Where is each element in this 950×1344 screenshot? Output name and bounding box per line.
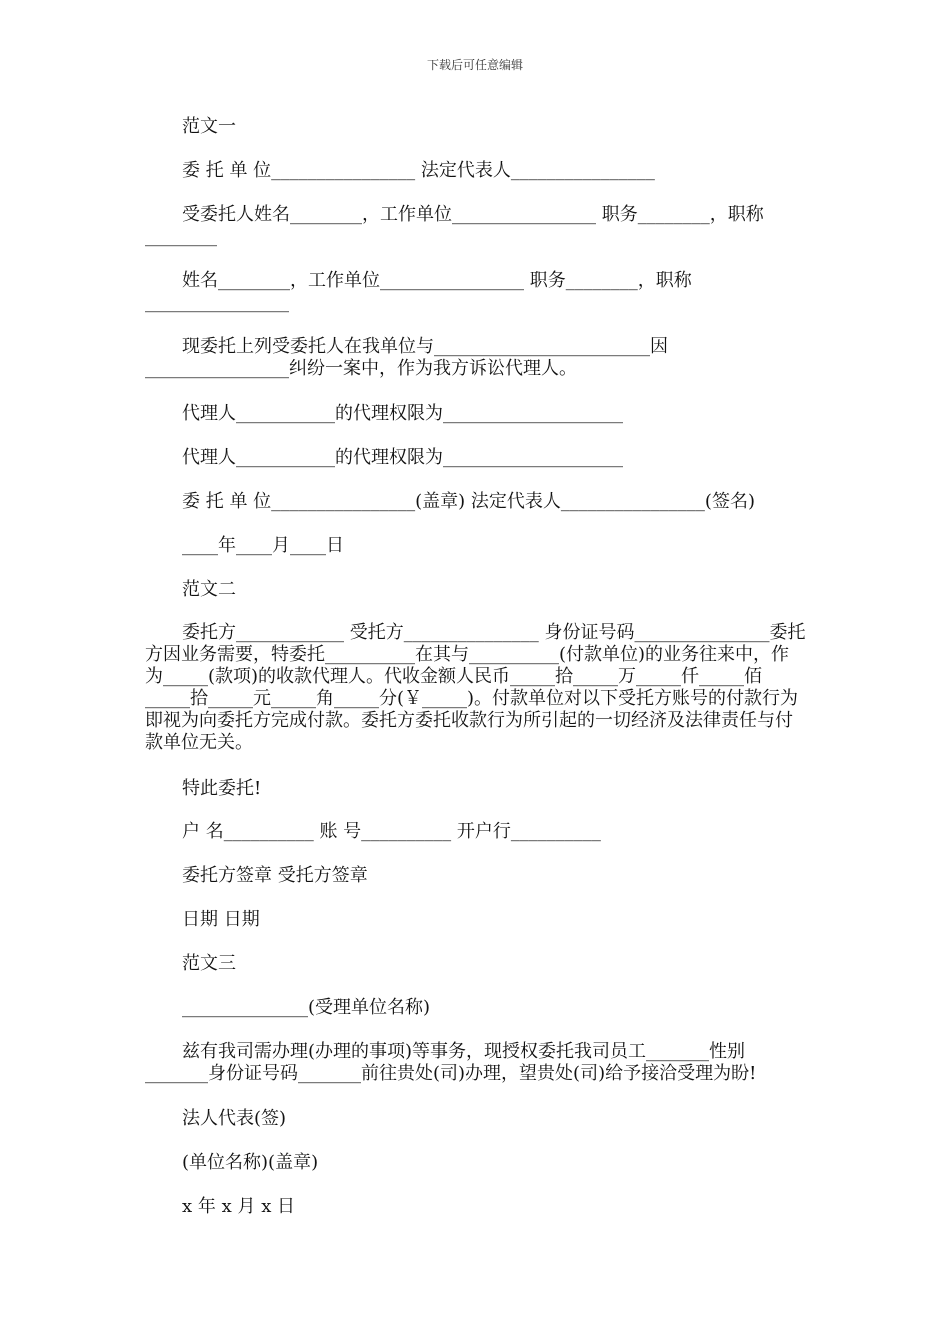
sample3-recipient: ______________(受理单位名称) — [182, 997, 431, 1018]
sample2-account: 户 名__________ 账 号__________ 开户行__________ — [182, 821, 601, 842]
sample1-line2: 受委托人姓名________，工作单位________________ 职务________，职称________ — [145, 204, 764, 247]
sample1-date: ____年____月____日 — [182, 535, 344, 556]
sample3-body: 兹有我司需办理(办理的事项)等事务，现授权委托我司员工_______性别_______身份证号码_______前往贵处(司)办理，望贵处(司)给予接洽受理为盼! — [145, 1041, 757, 1084]
sample2-body: 委托方____________ 受托方_______________ 身份证号码_______________委托方因业务需要，特委托__________在其与__________(付款单位)的业务往来中，作为_____(款项)的收款代理人。代收金额人民币_____拾_____万_____仟_____佰_____拾_____元_____角_____分(￥_____)。付款单位对以下受托方账号的付款行为即视为向委托方完成付款。委托方委托收款行为所引起的一切经济及法律责任与付款单位无关。 — [145, 622, 806, 753]
sample3-seal: (单位名称)(盖章) — [182, 1152, 319, 1173]
sample1-line5: 代理人___________的代理权限为____________________ — [182, 403, 623, 424]
sample2-signatures: 委托方签章 受托方签章 — [182, 865, 368, 886]
sample1-line1: 委 托 单 位________________ 法定代表人________________ — [182, 160, 655, 181]
sample1-line7: 委 托 单 位________________(盖章) 法定代表人________________(签名) — [182, 491, 755, 512]
sample2-line2: 特此委托! — [182, 778, 262, 799]
sample3-title: 范文三 — [182, 953, 236, 974]
sample1-title: 范文一 — [182, 116, 236, 137]
page-header: 下载后可任意编辑 — [426, 58, 523, 72]
sample3-legal-rep: 法人代表(签) — [182, 1108, 287, 1129]
sample1-line6: 代理人___________的代理权限为____________________ — [182, 447, 623, 468]
sample3-date: x 年 x 月 x 日 — [182, 1196, 296, 1217]
sample2-dates: 日期 日期 — [182, 909, 260, 930]
sample2-title: 范文二 — [182, 579, 236, 600]
sample1-line4: 现委托上列受委托人在我单位与________________________因________________纠纷一案中，作为我方诉讼代理人。 — [145, 336, 668, 379]
sample1-line3: 姓名________，工作单位________________ 职务________，职称________________ — [145, 270, 692, 313]
